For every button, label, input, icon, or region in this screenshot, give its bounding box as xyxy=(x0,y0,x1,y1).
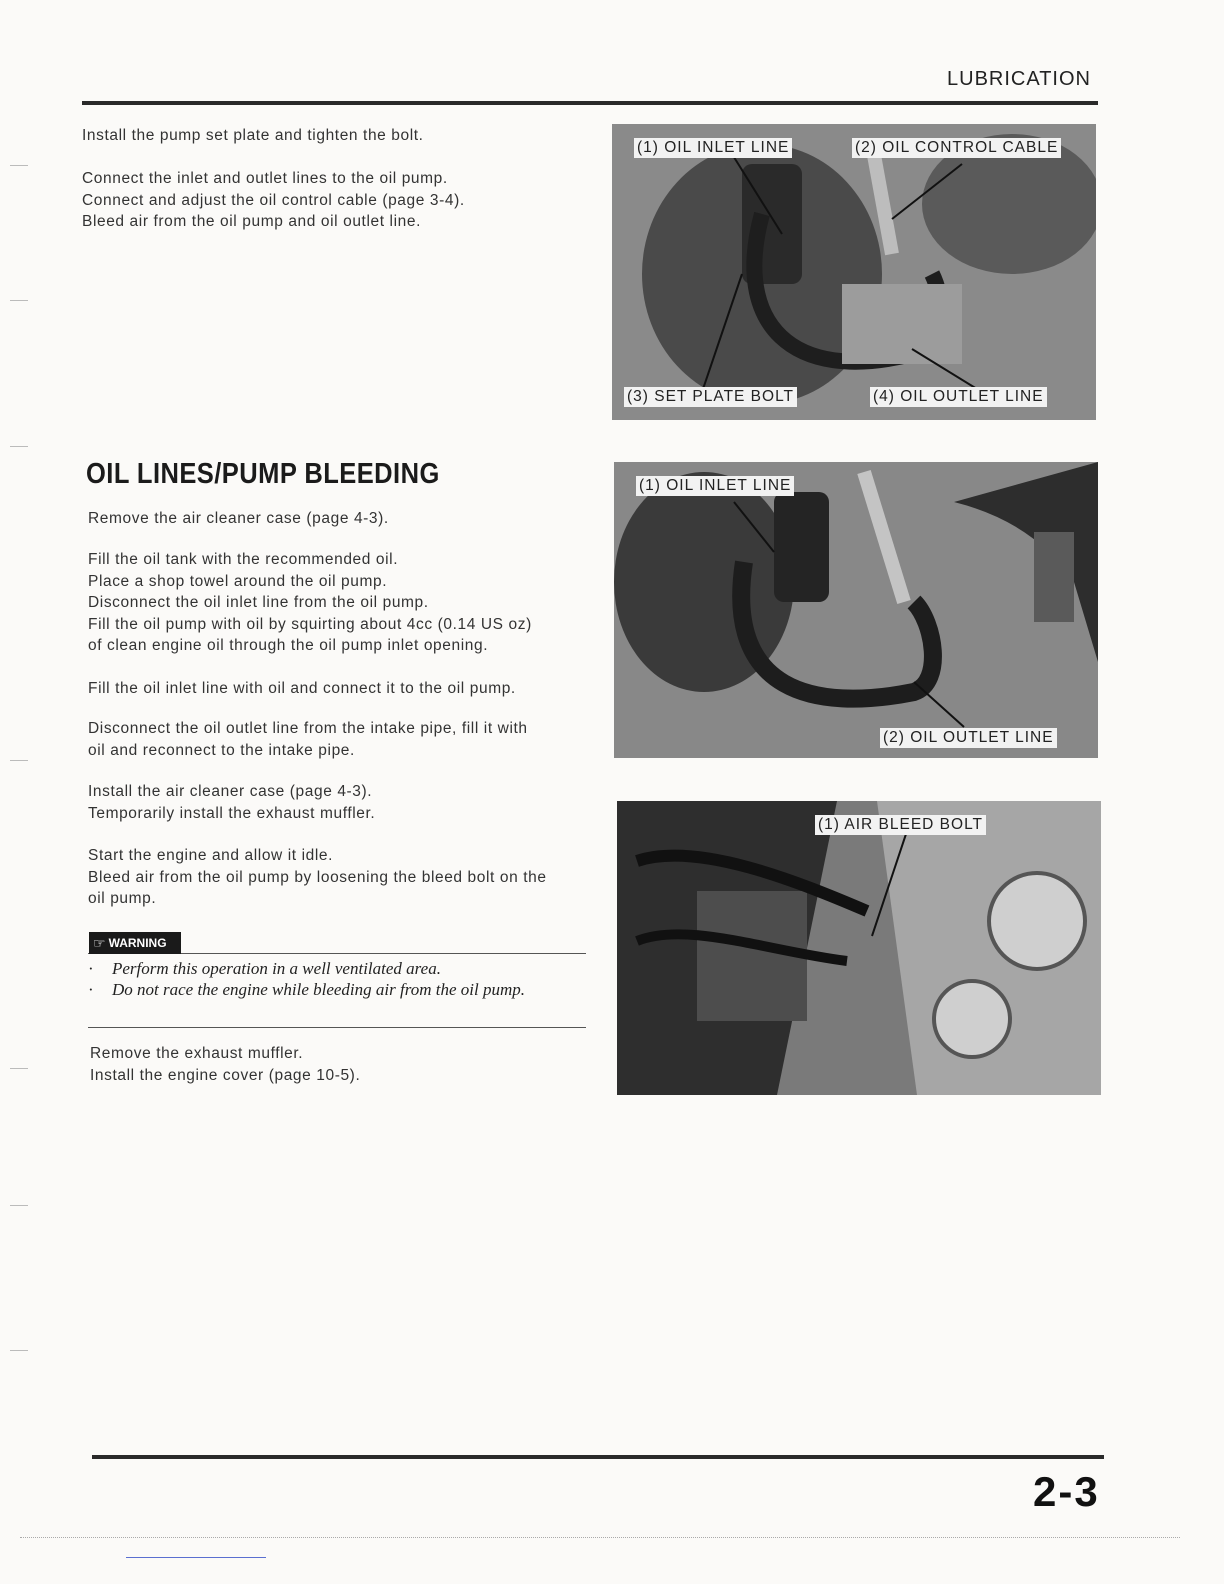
margin-mark xyxy=(10,165,28,166)
text-line: Bleed air from the oil pump and oil outlet line. xyxy=(82,213,421,230)
paragraph xyxy=(88,508,588,530)
text-line: Start the engine and allow it idle. xyxy=(88,847,334,864)
warning-item-text: Perform this operation in a well ventilated area. xyxy=(112,959,441,978)
text-line: Temporarily install the exhaust muffler. xyxy=(88,804,376,822)
intro-paragraph-2 xyxy=(82,168,582,233)
text-line: Place a shop towel around the oil pump. xyxy=(88,572,388,590)
paragraph xyxy=(88,678,588,700)
paragraph xyxy=(88,781,588,824)
margin-mark xyxy=(10,760,28,761)
photo-illustration xyxy=(612,124,1096,420)
warning-list xyxy=(88,958,586,1000)
intro-paragraph-1 xyxy=(82,125,582,147)
callout-label: (1) OIL INLET LINE xyxy=(636,476,794,496)
header-rule xyxy=(82,101,1098,105)
section-title: LUBRICATION xyxy=(947,68,1091,90)
photo-oil-pump-installed xyxy=(612,124,1096,420)
text-line: Bleed air from the oil pump by loosening the bleed bolt on the xyxy=(88,868,547,886)
text-line: Install the pump set plate and tighten the bolt. xyxy=(82,127,424,144)
text-line: of clean engine oil through the oil pump inlet opening. xyxy=(88,637,489,654)
paragraph xyxy=(88,718,588,761)
margin-mark xyxy=(10,300,28,301)
photo-illustration xyxy=(614,462,1098,758)
warning-hand-icon: ☞ xyxy=(93,935,106,951)
warning-item: · Do not race the engine while bleeding air from the oil pump. xyxy=(88,980,525,999)
photo-air-bleed-bolt xyxy=(617,801,1101,1095)
warning-label: WARNING xyxy=(108,936,167,950)
warning-item: · Perform this operation in a well ventilated area. xyxy=(88,959,441,978)
text-line: Fill the oil inlet line with oil and connect it to the oil pump. xyxy=(88,680,516,697)
scan-link-underline xyxy=(126,1557,266,1558)
warning-badge xyxy=(89,932,181,954)
text-line: Fill the oil tank with the recommended oil. xyxy=(88,551,399,568)
paragraph xyxy=(88,845,588,910)
callout-label: (3) SET PLATE BOLT xyxy=(624,387,797,407)
text-line: oil pump. xyxy=(88,890,157,907)
photo-illustration xyxy=(617,801,1101,1095)
text-line: Connect the inlet and outlet lines to the oil pump. xyxy=(82,170,448,187)
margin-mark xyxy=(10,1350,28,1351)
text-line: Disconnect the oil outlet line from the intake pipe, fill it with xyxy=(88,720,528,737)
footer-rule xyxy=(92,1455,1104,1459)
scan-dotted-line xyxy=(20,1537,1180,1538)
margin-mark xyxy=(10,446,28,447)
text-line: Disconnect the oil inlet line from the oil pump. xyxy=(88,594,429,611)
text-line: Install the engine cover (page 10-5). xyxy=(90,1066,361,1084)
callout-label: (4) OIL OUTLET LINE xyxy=(870,387,1047,407)
margin-mark xyxy=(10,1068,28,1069)
callout-label: (1) AIR BLEED BOLT xyxy=(815,815,986,835)
warning-bottom-rule xyxy=(88,1027,586,1028)
warning-item-text: Do not race the engine while bleeding air from the oil pump. xyxy=(112,980,525,999)
page-number: 2-3 xyxy=(1033,1468,1100,1515)
text-line: Remove the exhaust muffler. xyxy=(90,1045,304,1062)
text-line: oil and reconnect to the intake pipe. xyxy=(88,741,355,759)
paragraph xyxy=(90,1043,590,1086)
margin-mark xyxy=(10,1205,28,1206)
text-line: Fill the oil pump with oil by squirting about 4cc (0.14 US oz) xyxy=(88,615,532,633)
callout-label: (2) OIL OUTLET LINE xyxy=(880,728,1057,748)
text-line: Remove the air cleaner case (page 4-3). xyxy=(88,510,389,527)
photo-oil-lines xyxy=(614,462,1098,758)
paragraph xyxy=(88,549,588,657)
text-line: Install the air cleaner case (page 4-3). xyxy=(88,783,373,800)
text-line: Connect and adjust the oil control cable (page 3-4). xyxy=(82,191,465,209)
callout-label: (2) OIL CONTROL CABLE xyxy=(852,138,1061,158)
callout-label: (1) OIL INLET LINE xyxy=(634,138,792,158)
section-heading: OIL LINES/PUMP BLEEDING xyxy=(86,458,440,490)
